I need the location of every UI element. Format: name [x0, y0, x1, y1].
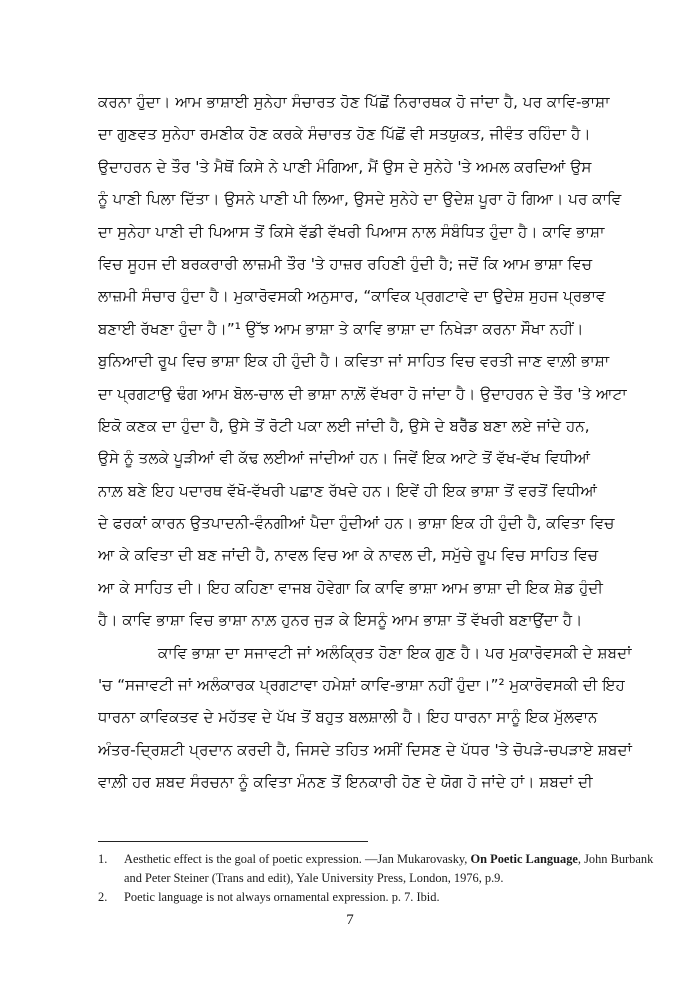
text-line: ਆ ਕੇ ਕਵਿਤਾ ਦੀ ਬਣ ਜਾਂਦੀ ਹੈ, ਨਾਵਲ ਵਿਚ ਆ ਕੇ ਨਾਵਲ ਦੀ, ਸਮੁੱਚੇ ਰੂਪ ਵਿਚ ਸਾਹਿਤ ਵਿਚ [98, 546, 599, 565]
text-line: ਦਾ ਗੁਣਵਤ ਸੁਨੇਹਾ ਰਮਣੀਕ ਹੋਣ ਕਰਕੇ ਸੰਚਾਰਤ ਹੋਣ ਪਿੱਛੋਂ ਵੀ ਸਤਯੁਕਤ, ਜੀਵੰਤ ਰਹਿੰਦਾ ਹੈ। [98, 125, 591, 144]
footnote-text: , John Burbank and Peter Steiner (Trans and edit), Yale University Press, London, 1976, p.9. [124, 852, 654, 885]
page-number: 7 [346, 912, 354, 928]
text-line: ਵਾਲ਼ੀ ਹਰ ਸ਼ਬਦ ਸੰਰਚਨਾ ਨੂੰ ਕਵਿਤਾ ਮੰਨਣ ਤੋਂ ਇਨਕਾਰੀ ਹੋਣ ਦੇ ਯੋਗ ਹੋ ਜਾਂਦੇ ਹਾਂ। ਸ਼ਬਦਾਂ ਦੀ [98, 773, 593, 792]
footnote-divider [98, 841, 368, 842]
text-line: ਦਾ ਪ੍ਰਗਟਾਉ ਢੰਗ ਆਮ ਬੋਲ-ਚਾਲ ਦੀ ਭਾਸ਼ਾ ਨਾਲ਼ੋਂ ਵੱਖਰਾ ਹੋ ਜਾਂਦਾ ਹੈ। ਉਦਾਹਰਨ ਦੇ ਤੌਰ 'ਤੇ ਆਟਾ [98, 384, 627, 403]
text-line: 'ਚ “ਸਜਾਵਟੀ ਜਾਂ ਅਲੰਕਾਰਕ ਪ੍ਰਗਟਾਵਾ ਹਮੇਸ਼ਾਂ ਕਾਵਿ-ਭਾਸ਼ਾ ਨਹੀਂ ਹੁੰਦਾ।”² ਮੁਕਾਰੋਵਸਕੀ ਦੀ ਇਹ [98, 676, 625, 695]
footnote-1 [98, 850, 658, 888]
text-line: ਦੇ ਫਰਕਾਂ ਕਾਰਨ ਉਤਪਾਦਨੀ-ਵੰਨਗੀਆਂ ਪੈਦਾ ਹੁੰਦੀਆਂ ਹਨ। ਭਾਸ਼ਾ ਇਕ ਹੀ ਹੁੰਦੀ ਹੈ, ਕਵਿਤਾ ਵਿਚ [98, 514, 615, 533]
text-line: ਨਾਲ਼ ਬਣੇ ਇਹ ਪਦਾਰਥ ਵੱਖੋ-ਵੱਖਰੀ ਪਛਾਣ ਰੱਖਦੇ ਹਨ। ਇਵੇਂ ਹੀ ਇਕ ਭਾਸ਼ਾ ਤੋਂ ਵਰਤੋਂ ਵਿਧੀਆਂ [98, 481, 598, 500]
text-line: ਧਾਰਨਾ ਕਾਵਿਕਤਵ ਦੇ ਮਹੱਤਵ ਦੇ ਪੱਖ ਤੋਂ ਬਹੁਤ ਬਲਸ਼ਾਲੀ ਹੈ। ਇਹ ਧਾਰਨਾ ਸਾਨੂੰ ਇਕ ਮੁੱਲਵਾਨ [98, 708, 598, 727]
text-line: ਵਿਚ ਸੂਹਜ ਦੀ ਬਰਕਰਾਰੀ ਲਾਜ਼ਮੀ ਤੌਰ 'ਤੇ ਹਾਜ਼ਰ ਰਹਿਣੀ ਹੁੰਦੀ ਹੈ; ਜਦੋਂ ਕਿ ਆਮ ਭਾਸ਼ਾ ਵਿਚ [98, 254, 593, 273]
text-line: ਬਣਾਈ ਰੱਖਣਾ ਹੁੰਦਾ ਹੈ।”¹ ਉੱਝ ਆਮ ਭਾਸ਼ਾ ਤੇ ਕਾਵਿ ਭਾਸ਼ਾ ਦਾ ਨਿਖੇੜਾ ਕਰਨਾ ਸੌਖਾ ਨਹੀਂ। [98, 319, 584, 338]
text-line: ਹੈ। ਕਾਵਿ ਭਾਸ਼ਾ ਵਿਚ ਭਾਸ਼ਾ ਨਾਲ਼ ਹੁਨਰ ਜੁੜ ਕੇ ਇਸਨੂੰ ਆਮ ਭਾਸ਼ਾ ਤੋਂ ਵੱਖਰੀ ਬਣਾਉਂਦਾ ਹੈ। [98, 611, 583, 630]
footnote-text: Poetic language is not always ornamental expression. p. 7. Ibid. [124, 890, 440, 904]
text-line: ਆ ਕੇ ਸਾਹਿਤ ਦੀ। ਇਹ ਕਹਿਣਾ ਵਾਜਬ ਹੋਵੇਗਾ ਕਿ ਕਾਵਿ ਭਾਸ਼ਾ ਆਮ ਭਾਸ਼ਾ ਦੀ ਇਕ ਸ਼ੇਡ ਹੁੰਦੀ [98, 578, 603, 597]
footnote-2 [98, 888, 658, 907]
text-line: ਬੁਨਿਆਦੀ ਰੂਪ ਵਿਚ ਭਾਸ਼ਾ ਇਕ ਹੀ ਹੁੰਦੀ ਹੈ। ਕਵਿਤਾ ਜਾਂ ਸਾਹਿਤ ਵਿਚ ਵਰਤੀ ਜਾਣ ਵਾਲ਼ੀ ਭਾਸ਼ਾ [98, 352, 610, 371]
footnote-book-title: On Poetic Language [470, 852, 578, 866]
text-line: ਉਸੇ ਨੂੰ ਤਲਕੇ ਪੂੜੀਆਂ ਵੀ ਕੱਢ ਲਈਆਂ ਜਾਂਦੀਆਂ ਹਨ। ਜਿਵੇਂ ਇਕ ਆਟੇ ਤੋਂ ਵੱਖ-ਵੱਖ ਵਿਧੀਆਂ [98, 449, 591, 468]
text-line: ਅੰਤਰ-ਦ੍ਰਿਸ਼ਟੀ ਪ੍ਰਦਾਨ ਕਰਦੀ ਹੈ, ਜਿਸਦੇ ਤਹਿਤ ਅਸੀਂ ਦਿਸਣ ਦੇ ਪੱਧਰ 'ਤੇ ਚੋਪੜੇ-ਚਪੜਾਏ ਸ਼ਬਦਾਂ [98, 740, 632, 759]
footnote-text: Aesthetic effect is the goal of poetic expression. —Jan Mukarovasky, [124, 852, 471, 866]
text-line: ਕਰਨਾ ਹੁੰਦਾ। ਆਮ ਭਾਸ਼ਾਈ ਸੁਨੇਹਾ ਸੰਚਾਰਤ ਹੋਣ ਪਿੱਛੋਂ ਨਿਰਾਰਥਕ ਹੋ ਜਾਂਦਾ ਹੈ, ਪਰ ਕਾਵਿ-ਭਾਸ਼ਾ [98, 93, 610, 111]
paragraph-first-line: ਕਾਵਿ ਭਾਸ਼ਾ ਦਾ ਸਜਾਵਟੀ ਜਾਂ ਅਲੰਕ੍ਰਿਤ ਹੋਣਾ ਇਕ ਗੁਣ ਹੈ। ਪਰ ਮੁਕਾਰੋਵਸਕੀ ਦੇ ਸ਼ਬਦਾਂ [158, 643, 632, 662]
text-line: ਨੂੰ ਪਾਣੀ ਪਿਲਾ ਦਿੱਤਾ। ਉਸਨੇ ਪਾਣੀ ਪੀ ਲਿਆ, ਉਸਦੇ ਸੁਨੇਹੇ ਦਾ ਉਦੇਸ਼ ਪੂਰਾ ਹੋ ਗਿਆ। ਪਰ ਕਾਵਿ [98, 190, 622, 209]
footnote-number: 1. [98, 852, 108, 866]
text-line: ਦਾ ਸੁਨੇਹਾ ਪਾਣੀ ਦੀ ਪਿਆਸ ਤੋਂ ਕਿਸੇ ਵੱਡੀ ਵੱਖਰੀ ਪਿਆਸ ਨਾਲ ਸੰਬੰਧਿਤ ਹੁੰਦਾ ਹੈ। ਕਾਵਿ ਭਾਸ਼ਾ [98, 222, 605, 241]
body-text [98, 86, 650, 799]
footnote-number: 2. [98, 890, 108, 904]
footnotes [98, 850, 658, 907]
text-line: ਉਦਾਹਰਨ ਦੇ ਤੌਰ 'ਤੇ ਮੈਥੋਂ ਕਿਸੇ ਨੇ ਪਾਣੀ ਮੰਗਿਆ, ਮੈਂ ਉਸ ਦੇ ਸੁਨੇਹੇ 'ਤੇ ਅਮਲ ਕਰਦਿਆਂ ਉਸ [98, 157, 592, 176]
text-line: ਲਾਜ਼ਮੀ ਸੰਚਾਰ ਹੁੰਦਾ ਹੈ। ਮੁਕਾਰੋਵਸਕੀ ਅਨੁਸਾਰ, “ਕਾਵਿਕ ਪ੍ਰਗਟਾਵੇ ਦਾ ਉਦੇਸ਼ ਸੁਹਜ ਪ੍ਰਭਾਵ [98, 287, 606, 306]
text-line: ਇਕੋ ਕਣਕ ਦਾ ਹੁੰਦਾ ਹੈ, ਉਸੇ ਤੋਂ ਰੋਟੀ ਪਕਾ ਲਈ ਜਾਂਦੀ ਹੈ, ਉਸੇ ਦੇ ਬਰੈੱਡ ਬਣਾ ਲਏ ਜਾਂਦੇ ਹਨ, [98, 416, 590, 435]
